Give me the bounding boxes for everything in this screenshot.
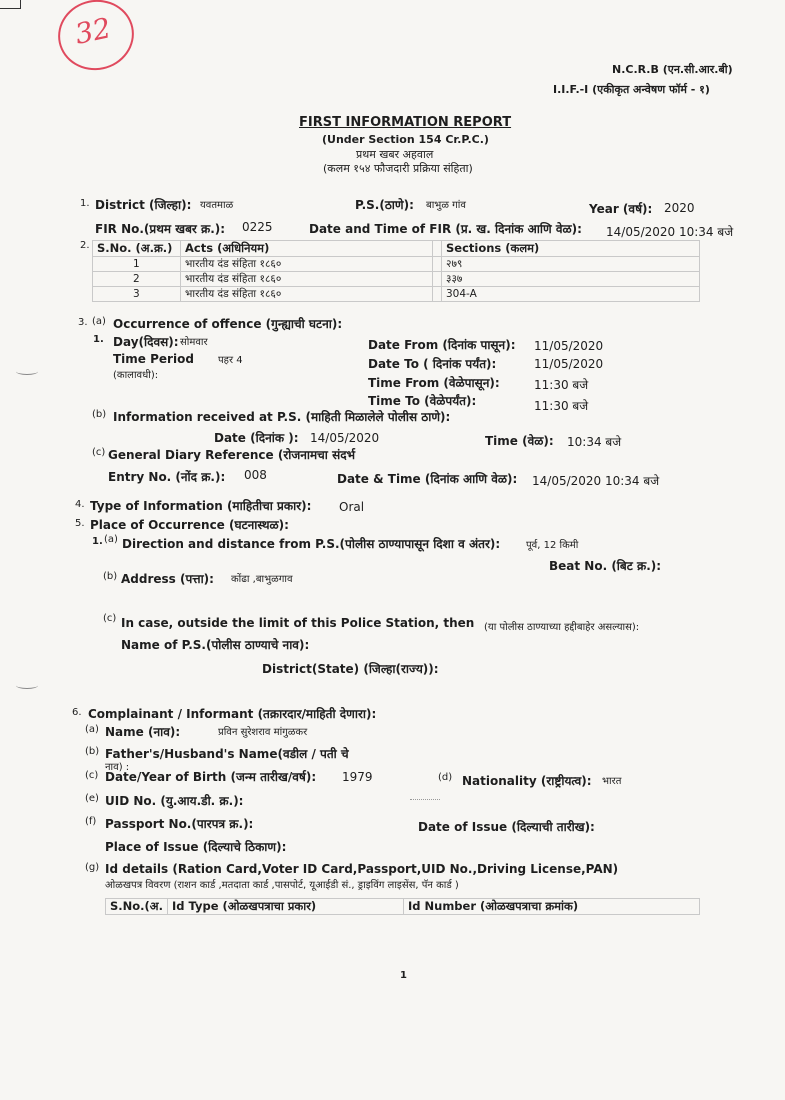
time-to-label: Time To (वेळेपर्यंत): bbox=[368, 394, 477, 408]
item-number: 4. bbox=[75, 499, 85, 510]
nationality-label: Nationality (राष्ट्रीयत्व): bbox=[462, 774, 592, 788]
id-details-marathi: ओळखपत्र विवरण (राशन कार्ड ,मतदाता कार्ड ,पासपोर्ट, यूआईडी सं., ड्राइविंग लाइसेंस, पॅन कार्ड ) bbox=[105, 880, 459, 891]
faint-dots bbox=[410, 799, 440, 802]
ncrb-label: N.C.R.B (एन.सी.आर.बी) bbox=[612, 63, 733, 76]
complainant-title: Complainant / Informant (तक्रारदार/माहिती देणारा): bbox=[88, 707, 377, 721]
info-received-title: Information received at P.S. (माहिती मिळालेले पोलीस ठाणे): bbox=[113, 410, 451, 424]
date-to-label: Date To ( दिनांक पर्यंत): bbox=[368, 357, 497, 371]
date-to-value: 11/05/2020 bbox=[534, 357, 604, 371]
page-stamp: 32 bbox=[52, 0, 141, 77]
date-from-value: 11/05/2020 bbox=[534, 339, 604, 353]
received-time-label: Time (वेळ): bbox=[485, 434, 554, 448]
report-section-marathi: (कलम १५४ फौजदारी प्रक्रिया संहिता) bbox=[323, 162, 473, 175]
id-table bbox=[105, 898, 700, 915]
time-to-value: 11:30 बजे bbox=[534, 399, 589, 413]
name-label: Name (नाव): bbox=[105, 725, 181, 739]
outside-limit-marathi: (या पोलीस ठाण्याच्या हद्दीबाहेर असल्यास): bbox=[484, 622, 640, 633]
day-label: Day(दिवस): bbox=[113, 335, 179, 349]
sub-label: (g) bbox=[85, 862, 100, 873]
place-title: Place of Occurrence (घटनास्थळ): bbox=[90, 518, 289, 532]
sub-label: (c) bbox=[92, 447, 106, 458]
punch-mark bbox=[16, 368, 38, 375]
outside-limit-label: In case, outside the limit of this Police Station, then bbox=[121, 616, 475, 630]
direction-value: पूर्व, 12 किमी bbox=[526, 540, 579, 551]
dob-value: 1979 bbox=[342, 770, 373, 784]
col-sections-header: Sections (कलम) bbox=[442, 241, 700, 257]
date-from-label: Date From (दिनांक पासून): bbox=[368, 338, 516, 352]
received-date-value: 14/05/2020 bbox=[310, 431, 380, 445]
info-type-label: Type of Information (माहितीचा प्रकार): bbox=[90, 499, 312, 513]
issue-place-label: Place of Issue (दिल्याचे ठिकाण): bbox=[105, 840, 287, 854]
col-acts-header: Acts (अधिनियम) bbox=[181, 241, 433, 257]
received-date-label: Date (दिनांक ): bbox=[214, 431, 299, 445]
corner-mark bbox=[0, 0, 21, 9]
iif-label: I.I.F.-I (एकीकृत अन्वेषण फॉर्म - १) bbox=[553, 83, 710, 96]
table-row: 1 भारतीय दंड संहिता १८६० २७९ bbox=[93, 257, 700, 272]
received-time-value: 10:34 बजे bbox=[567, 435, 622, 449]
year-value: 2020 bbox=[664, 201, 695, 215]
col-id-sno-header: S.No.(अ. bbox=[106, 899, 168, 915]
entry-value: 008 bbox=[244, 468, 267, 482]
item-number: 6. bbox=[72, 707, 82, 718]
item-number: 2. bbox=[80, 240, 90, 251]
table-row: 2 भारतीय दंड संहिता १८६० ३३७ bbox=[93, 272, 700, 287]
id-details-title: Id details (Ration Card,Voter ID Card,Passport,UID No.,Driving License,PAN) bbox=[105, 862, 619, 876]
fir-value: 0225 bbox=[242, 220, 273, 234]
acts-table bbox=[92, 240, 700, 302]
period-marathi: (कालावधी): bbox=[113, 370, 159, 381]
diary-title: General Diary Reference (रोजनामचा संदर्भ bbox=[108, 448, 356, 462]
sub-label: (c) bbox=[103, 613, 117, 624]
report-title: FIRST INFORMATION REPORT bbox=[299, 115, 512, 130]
address-value: कोंढा ,बाभुळगाव bbox=[231, 574, 293, 585]
item-number: 5. bbox=[75, 518, 85, 529]
district-state-label: District(State) (जिल्हा(राज्य)): bbox=[262, 662, 439, 676]
item-number: 3. bbox=[78, 317, 88, 328]
sub-number: 1. bbox=[92, 536, 103, 547]
sub-label: (c) bbox=[85, 770, 99, 781]
sub-label: (a) bbox=[104, 534, 118, 545]
col-id-type-header: Id Type (ओळखपत्राचा प्रकार) bbox=[168, 899, 404, 915]
punch-mark bbox=[16, 682, 38, 689]
name-value: प्रविन सुरेशराव मांगुळकर bbox=[218, 727, 308, 738]
time-from-label: Time From (वेळेपासून): bbox=[368, 376, 500, 390]
beat-label: Beat No. (बिट क्र.): bbox=[549, 559, 662, 573]
report-title-marathi: प्रथम खबर अहवाल bbox=[356, 148, 434, 161]
district-label: District (जिल्हा): bbox=[95, 198, 192, 212]
sub-label: (a) bbox=[92, 316, 106, 327]
sub-label: (d) bbox=[438, 772, 453, 783]
passport-label: Passport No.(पारपत्र क्र.): bbox=[105, 817, 254, 831]
table-row: 3 भारतीय दंड संहिता १८६० 304-A bbox=[93, 287, 700, 302]
day-value: सोमवार bbox=[180, 337, 208, 348]
sub-label: (f) bbox=[85, 816, 97, 827]
period-label: Time Period bbox=[113, 352, 194, 366]
sub-number: 1. bbox=[93, 334, 104, 345]
sub-label: (b) bbox=[85, 746, 100, 757]
fir-datetime-value: 14/05/2020 10:34 बजे bbox=[606, 225, 734, 239]
page-number: 1 bbox=[400, 970, 407, 981]
period-value: पहर 4 bbox=[218, 355, 243, 366]
diary-datetime-label: Date & Time (दिनांक आणि वेळ): bbox=[337, 472, 518, 486]
other-ps-name-label: Name of P.S.(पोलीस ठाण्याचे नाव): bbox=[121, 638, 310, 652]
fir-label: FIR No.(प्रथम खबर क्र.): bbox=[95, 222, 226, 236]
uid-label: UID No. (यु.आय.डी. क्र.): bbox=[105, 794, 244, 808]
item-number: 1. bbox=[80, 198, 90, 209]
col-sno-header: S.No. (अ.क्र.) bbox=[93, 241, 181, 257]
district-value: यवतमाळ bbox=[200, 200, 234, 211]
father-name-label: Father's/Husband's Name(वडील / पती चे bbox=[105, 747, 349, 761]
dob-label: Date/Year of Birth (जन्म तारीख/वर्ष): bbox=[105, 770, 317, 784]
direction-label: Direction and distance from P.S.(पोलीस ठाण्यापासून दिशा व अंतर): bbox=[122, 537, 501, 551]
issue-date-label: Date of Issue (दिल्याची तारीख): bbox=[418, 820, 595, 834]
address-label: Address (पत्ता): bbox=[121, 572, 214, 586]
diary-datetime-value: 14/05/2020 10:34 बजे bbox=[532, 474, 660, 488]
occurrence-title: Occurrence of offence (गुन्ह्याची घटना): bbox=[113, 317, 343, 331]
fir-datetime-label: Date and Time of FIR (प्र. ख. दिनांक आणि वेळ): bbox=[309, 222, 582, 236]
info-type-value: Oral bbox=[339, 500, 365, 514]
time-from-value: 11:30 बजे bbox=[534, 378, 589, 392]
entry-label: Entry No. (नोंद क्र.): bbox=[108, 470, 226, 484]
report-subtitle: (Under Section 154 Cr.P.C.) bbox=[322, 133, 489, 146]
year-label: Year (वर्ष): bbox=[589, 202, 653, 216]
sub-label: (b) bbox=[92, 409, 107, 420]
father-name-label-cont: नाव) : bbox=[105, 762, 130, 773]
ps-value: बाभुळ गांव bbox=[426, 200, 466, 211]
sub-label: (a) bbox=[85, 724, 99, 735]
nationality-value: भारत bbox=[602, 776, 622, 787]
col-id-number-header: Id Number (ओळखपत्राचा क्रमांक) bbox=[404, 899, 700, 915]
sub-label: (b) bbox=[103, 571, 118, 582]
ps-label: P.S.(ठाणे): bbox=[355, 198, 414, 212]
sub-label: (e) bbox=[85, 793, 99, 804]
